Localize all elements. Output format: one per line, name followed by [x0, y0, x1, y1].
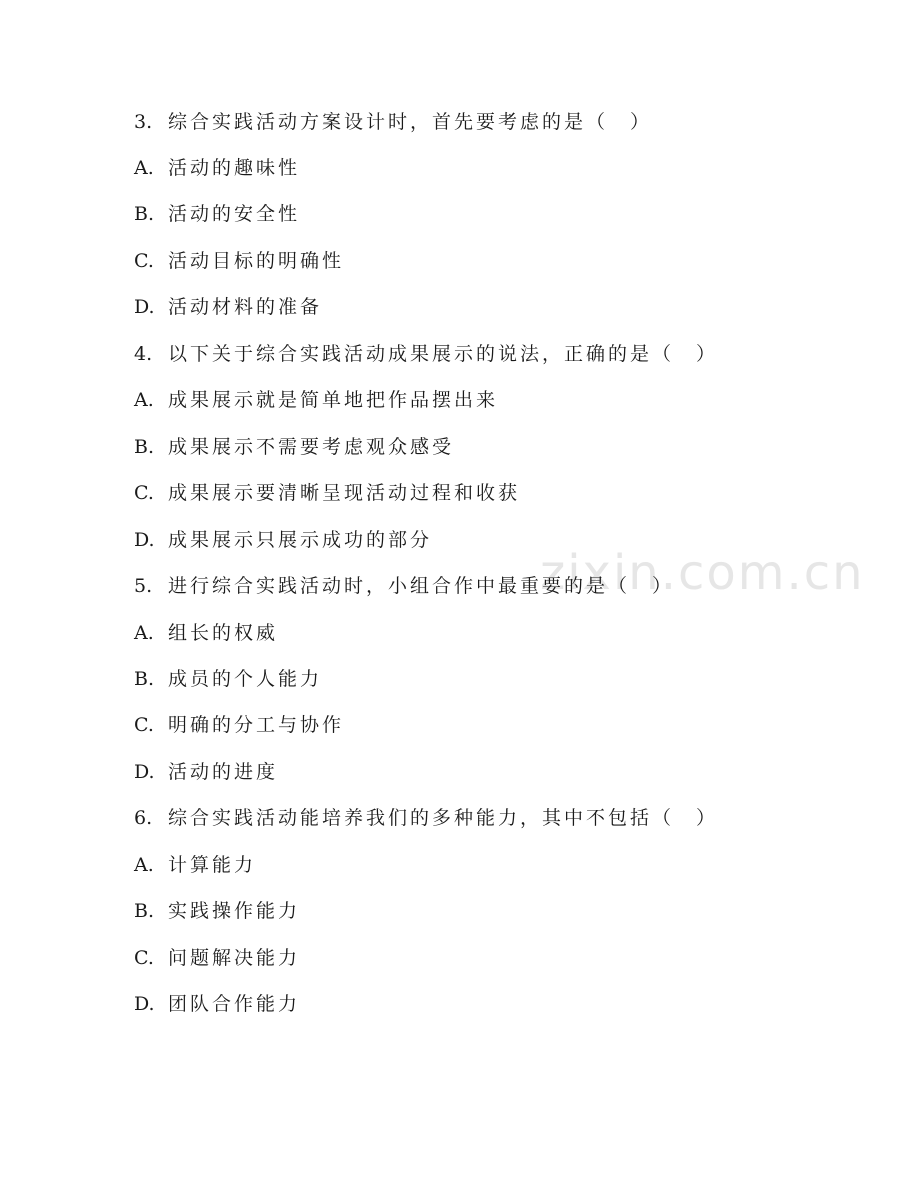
option-text: 成员的个人能力: [168, 668, 323, 690]
question-5-stem: [134, 571, 674, 601]
question-4-option-b: [134, 432, 454, 462]
option-text: 成果展示就是简单地把作品摆出来: [168, 389, 499, 411]
option-text: 活动的趣味性: [168, 157, 301, 179]
option-label: D.: [134, 296, 155, 318]
question-4-option-a: [134, 385, 498, 415]
option-label: A.: [134, 389, 154, 411]
question-text: 进行综合实践活动时，小组合作中最重要的是（ ）: [168, 575, 675, 597]
question-3-option-a: [134, 153, 300, 183]
option-text: 活动材料的准备: [168, 296, 323, 318]
option-text: 成果展示只展示成功的部分: [168, 529, 433, 551]
question-5-option-a: [134, 618, 278, 648]
option-text: 活动的进度: [168, 761, 279, 783]
option-label: A.: [134, 157, 154, 179]
question-number: 4.: [134, 343, 153, 365]
option-label: A.: [134, 622, 154, 644]
question-6-option-d: [134, 989, 300, 1019]
question-6-option-c: [134, 943, 300, 973]
option-text: 成果展示不需要考虑观众感受: [168, 436, 455, 458]
option-text: 组长的权威: [168, 622, 279, 644]
option-text: 实践操作能力: [168, 900, 301, 922]
question-4-option-d: [134, 525, 432, 555]
option-label: B.: [134, 436, 155, 458]
question-3-option-d: [134, 292, 322, 322]
question-3-stem: [134, 107, 652, 137]
option-text: 问题解决能力: [168, 947, 301, 969]
question-number: 6.: [134, 807, 153, 829]
option-label: C.: [134, 714, 154, 736]
option-label: C.: [134, 947, 154, 969]
watermark: zixin.com.cn: [540, 545, 865, 601]
question-3-option-c: [134, 246, 344, 276]
question-6-option-b: [134, 896, 300, 926]
option-label: D.: [134, 993, 155, 1015]
option-label: B.: [134, 668, 155, 690]
option-label: C.: [134, 250, 154, 272]
option-text: 计算能力: [168, 854, 257, 876]
option-label: B.: [134, 203, 155, 225]
option-label: D.: [134, 761, 155, 783]
question-6-stem: [134, 803, 718, 833]
question-5-option-d: [134, 757, 278, 787]
option-label: C.: [134, 482, 154, 504]
option-label: A.: [134, 854, 154, 876]
question-3-option-b: [134, 199, 300, 229]
option-text: 活动目标的明确性: [168, 250, 345, 272]
question-4-option-c: [134, 478, 520, 508]
option-text: 成果展示要清晰呈现活动过程和收获: [168, 482, 521, 504]
option-text: 明确的分工与协作: [168, 714, 345, 736]
question-4-stem: [134, 339, 718, 369]
question-text: 综合实践活动方案设计时，首先要考虑的是（ ）: [168, 111, 653, 133]
option-text: 团队合作能力: [168, 993, 301, 1015]
option-text: 活动的安全性: [168, 203, 301, 225]
option-label: D.: [134, 529, 155, 551]
question-text: 综合实践活动能培养我们的多种能力，其中不包括（ ）: [168, 807, 719, 829]
question-6-option-a: [134, 850, 256, 880]
option-label: B.: [134, 900, 155, 922]
question-number: 5.: [134, 575, 153, 597]
question-5-option-b: [134, 664, 322, 694]
question-text: 以下关于综合实践活动成果展示的说法，正确的是（ ）: [168, 343, 719, 365]
question-number: 3.: [134, 111, 153, 133]
question-5-option-c: [134, 710, 344, 740]
